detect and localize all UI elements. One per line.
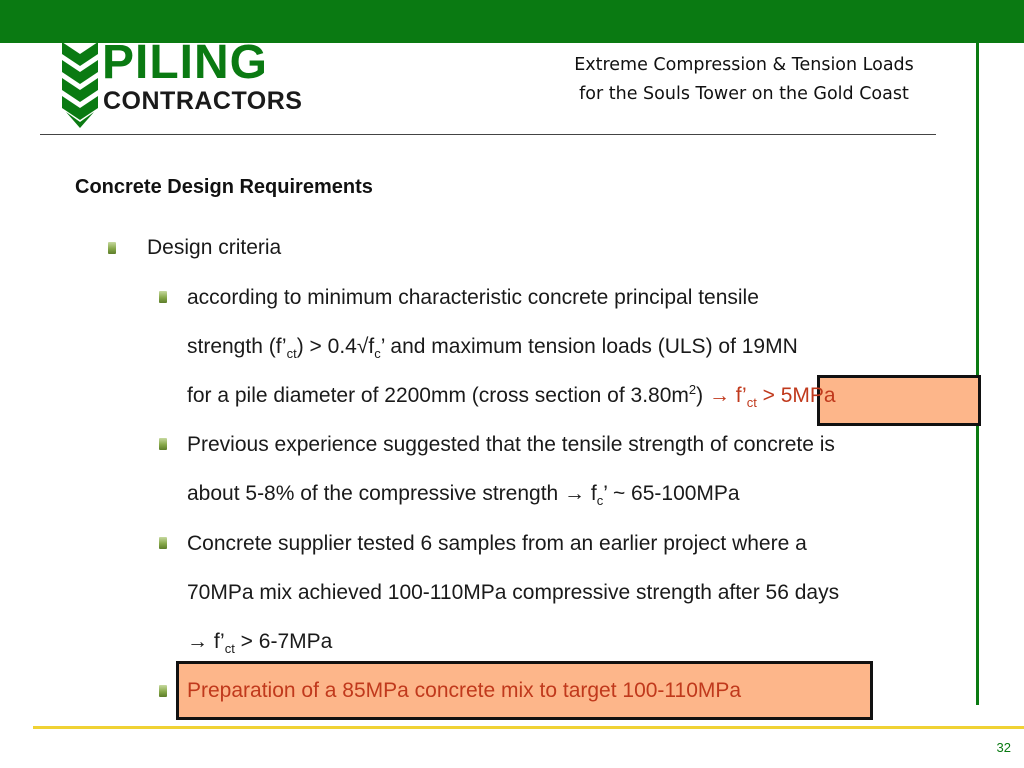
- right-green-rule: [976, 43, 979, 705]
- criteria-1-line-3: for a pile diameter of 2200mm (cross section of $3.80m^2$) → $f’_{ct} > 5MPa$: [187, 382, 836, 411]
- slide-title: [536, 51, 952, 109]
- criteria-3-line-2: 70MPa mix achieved 100-110MPa compressive strength after 56 days: [187, 581, 840, 604]
- bullet-icon: [159, 438, 167, 450]
- page-number: 32: [996, 740, 1011, 755]
- section-heading: Concrete Design Requirements: [75, 176, 373, 198]
- piling-contractors-logo: [62, 36, 324, 128]
- criteria-4-line-1: Preparation of a 85MPa concrete mix to target 100-110MPa: [187, 679, 742, 702]
- logo-word-piling: PILING: [102, 36, 269, 89]
- criteria-1-line-2: strength $(f’_{ct}) > 0.4√f_c$’ and maximum tension loads (ULS) of 19MN: [187, 335, 798, 362]
- logo-word-contractors: CONTRACTORS: [103, 87, 303, 115]
- chevron-stack-logo-icon: [62, 42, 98, 128]
- footer-rule: [33, 726, 1024, 729]
- tensile-target-highlight: [817, 375, 981, 426]
- criteria-2-line-1: Previous experience suggested that the tensile strength of concrete is: [187, 433, 835, 456]
- header-divider: [40, 134, 936, 135]
- bullet-icon: [108, 242, 116, 254]
- tensile-target-text: → $f’_{ct} > 5MPa$: [708, 384, 836, 411]
- slide-title-line-2: for the Souls Tower on the Gold Coast: [579, 84, 909, 104]
- design-criteria-label: Design criteria: [147, 236, 282, 259]
- criteria-3-line-1: Concrete supplier tested 6 samples from an earlier project where a: [187, 532, 807, 555]
- criteria-3-line-3: → $f’_{ct} > 6-7MPa$: [187, 630, 333, 657]
- bullet-icon: [159, 537, 167, 549]
- bullet-icon: [159, 291, 167, 303]
- criteria-1-line-1: according to minimum characteristic concrete principal tensile: [187, 286, 759, 309]
- criteria-2-line-2: about 5-8% of the compressive strength → $f_c$’ ~ 65-100MPa: [187, 482, 740, 509]
- bullet-icon: [159, 685, 167, 697]
- slide-title-line-1: Extreme Compression & Tension Loads: [574, 55, 914, 75]
